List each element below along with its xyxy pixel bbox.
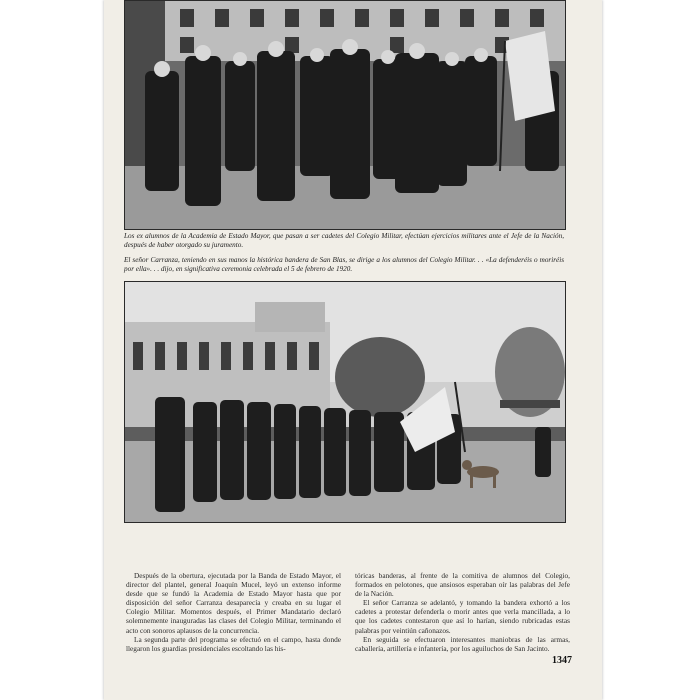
paragraph: tóricas banderas, al frente de la comitiva de alumnos del Colegio, formados en pelotones, que ansiosos esperaban oír las palabras del Jefe de la Nación. xyxy=(355,571,570,599)
paragraph: El señor Carranza se adelantó, y tomando la bandera exhortó a los cadetes a protestar defenderla o morir antes que verla mancillada, a lo que los cadetes contestaron que así lo harían, siendo rubricadas estas palabras por veintiún cañonazos. xyxy=(355,598,570,635)
article-body xyxy=(126,571,570,653)
photo-carranza-flag-image xyxy=(125,282,565,522)
text-column-right xyxy=(355,571,570,653)
photo-carranza-flag xyxy=(124,281,566,523)
paragraph: La segunda parte del programa se efectuó en el campo, hasta donde llegaron los guardias presidenciales escoltando las his- xyxy=(126,634,341,653)
photo-cadets-formation-image xyxy=(125,1,565,229)
photo-cadets-formation xyxy=(124,0,566,230)
page-number: 1347 xyxy=(552,655,572,666)
paragraph: Después de la obertura, ejecutada por la Banda de Estado Mayor, el director del plantel, general Joaquín Mucel, leyó un extenso informe desde que se fundó la Academia de Estado Mayor hasta que por disposición del señor Carranza desaparecía y creaba en su lugar el Colegio Militar. Momentos después, el Primer Mandatario declaró solemnemente inauguradas las clases del Colegio Militar, terminando el acto con sonoros aplausos de la concurrencia. xyxy=(126,571,341,635)
text-column-left xyxy=(126,571,341,653)
photo2-caption: El señor Carranza, teniendo en sus manos la histórica bandera de San Blas, se dirige a los alumnos del Colegio Militar. . . «La defenderéis o moriréis por ella». . . dijo, en significativa ceremonia celebrada el 5 de febrero de 1920. xyxy=(124,256,564,274)
paragraph: En seguida se efectuaron interesantes maniobras de las armas, caballería, artillería e infantería, por los aguiluchos de San Jacinto. xyxy=(355,634,570,653)
photo1-caption: Los ex alumnos de la Academia de Estado Mayor, que pasan a ser cadetes del Colegio Militar, efectúan ejercicios militares ante el Jefe de la Nación, después de haber otorgado su juramento. xyxy=(124,232,564,250)
book-page xyxy=(104,0,602,700)
